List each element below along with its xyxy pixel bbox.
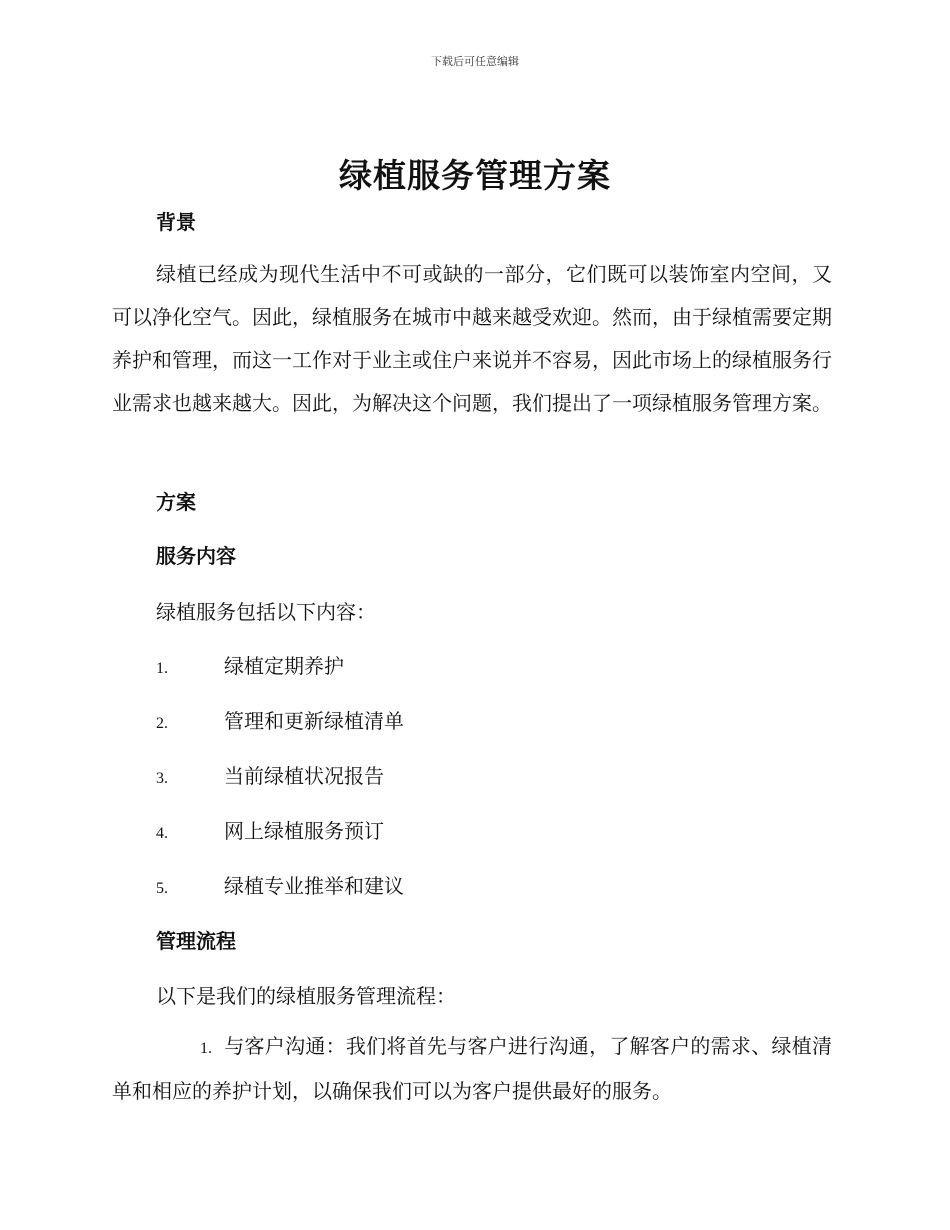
service-list-item [156, 650, 344, 679]
list-item-text: 与客户沟通：我们将首先与客户进行沟通，了解客户的需求、绿植清单和相应的养护计划，以确保我们可以为客户提供最好的服务。 [112, 1034, 832, 1103]
process-list-item [112, 1025, 832, 1113]
list-number: 4. [156, 825, 168, 842]
process-intro: 以下是我们的绿植服务管理流程： [156, 984, 456, 1008]
list-number: 3. [156, 770, 168, 787]
heading-service-content: 服务内容 [156, 544, 236, 568]
list-number: 1. [200, 1040, 212, 1057]
heading-plan: 方案 [156, 490, 196, 514]
list-item-text: 管理和更新绿植清单 [224, 709, 404, 733]
list-number: 5. [156, 880, 168, 897]
list-number: 2. [156, 715, 168, 732]
service-list-item [156, 760, 384, 789]
list-item-text: 网上绿植服务预订 [224, 819, 384, 843]
list-item-text: 绿植专业推举和建议 [224, 874, 404, 898]
service-list-item [156, 815, 384, 844]
background-paragraph: 绿植已经成为现代生活中不可或缺的一部分，它们既可以装饰室内空间，又可以净化空气。因此，绿植服务在城市中越来越受欢迎。然而，由于绿植需要定期养护和管理，而这一工作对于业主或住户来说并不容易，因此市场上的绿植服务行业需求也越来越大。因此，为解决这个问题，我们提出了一项绿植服务管理方案。 [112, 262, 832, 415]
service-list-item [156, 705, 404, 734]
heading-process: 管理流程 [156, 929, 236, 953]
service-content-intro: 绿植服务包括以下内容： [156, 600, 376, 624]
heading-background: 背景 [156, 210, 196, 234]
list-item-text: 当前绿植状况报告 [224, 764, 384, 788]
page-header-note: 下载后可任意编辑 [431, 55, 519, 68]
list-item-text: 绿植定期养护 [224, 654, 344, 678]
service-list-item [156, 870, 404, 899]
document-title: 绿植服务管理方案 [339, 156, 611, 195]
list-number: 1. [156, 660, 168, 677]
